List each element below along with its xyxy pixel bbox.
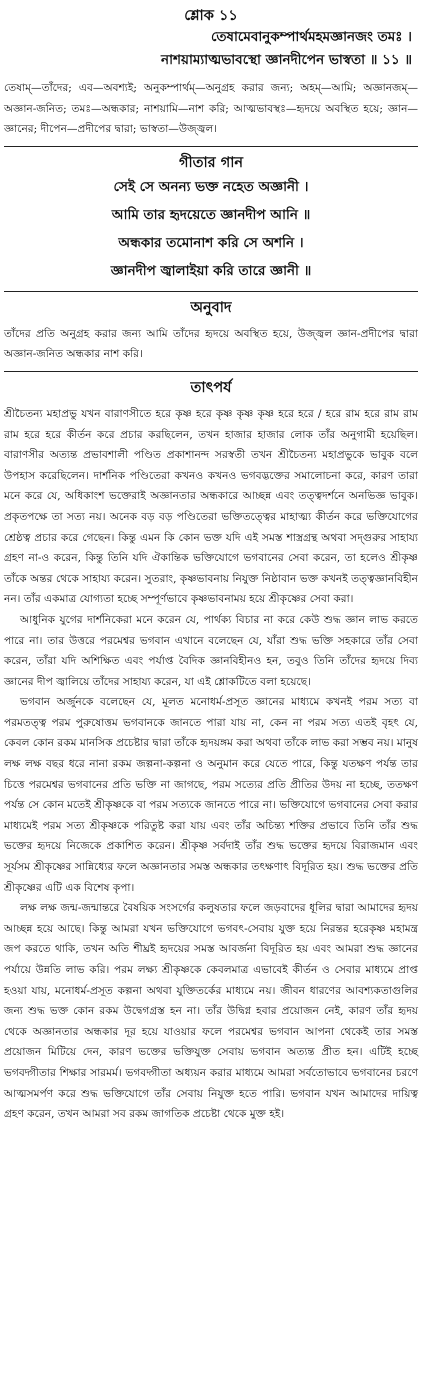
purport-heading: তাৎপর্য [190,378,232,396]
translation-text: তাঁদের প্রতি অনুগ্রহ করার জন্য আমি তাঁদের হৃদয়ে অবস্থিত হয়ে, উজ্জ্বল জ্ঞান-প্রদীপের দ্বারা অজ্ঞান-জনিত অন্ধকার নাশ করি। [4,327,418,361]
translation-heading: অনুবাদ [190,298,232,316]
gita-song-heading: গীতার গান [178,153,244,171]
song-line: আমি তার হৃদয়েতে জ্ঞানদীপ আনি ॥ [111,206,311,223]
song-line: অন্ধকার তমোনাশ করি সে অশনি । [118,234,304,251]
shloka-heading: শ্লোক ১১ [184,7,238,24]
synonyms-text: তেষাম্—তাঁদের; এব—অবশ্যই; অনুকম্পার্থম্—অনুগ্রহ করার জন্য; অহম্—আমি; অজ্ঞানজম্—অজ্ঞান-জনিত; তমঃ—অন্ধকার; নাশয়ামি—নাশ করি; আত্মভাবস্থঃ—হৃদয়ে অবস্থিত হয়ে; জ্ঞান—জ্ঞানের; দীপেন—প্রদীপের দ্বারা; ভাস্বতা—উজ্জ্বল। [4,82,418,136]
purport-paragraph: শ্রীচৈতন্য মহাপ্রভু যখন বারাণসীতে হরে কৃষ্ণ হরে কৃষ্ণ কৃষ্ণ কৃষ্ণ হরে হরে / হরে রাম হরে রাম রাম রাম হরে হরে কীর্তন করে প্রচার করছিলেন, তখন হাজার হাজার লোক তাঁর অনুগামী হয়েছিল। বারাণসীর অত্যন্ত প্রভাবশালী পণ্ডিত প্রকাশানন্দ সরস্বতী তখন শ্রীচৈতন্য মহাপ্রভুকে ভাবুক বলে উপহাস করেছিলেন। দার্শনিক পণ্ডিতেরা কখনও কখনও ভগবদ্ভক্তের সমালোচনা করে, কারণ তারা মনে করে যে, অধিকাংশ ভক্তেরাই অজ্ঞানতার অন্ধকারে আচ্ছন্ন এবং তত্ত্বদর্শনে অনভিজ্ঞ ভাবুক। প্রকৃতপক্ষে তা সত্য নয়। অনেক বড় বড় পণ্ডিতেরা ভক্তিতত্ত্বের মাহাত্ম্য কীর্তন করে ভক্তিযোগের শ্রেষ্ঠত্ব প্রচার করে গেছেন। কিন্তু এমন কি কোন ভক্ত যদি এই সমস্ত শাস্ত্রগ্রন্থ অথবা সদ্গুরুর সাহায্য গ্রহণ না-ও করেন, কিন্তু তিনি যদি ঐকান্তিক ভক্তিযোগে ভগবানের সেবা করেন, তা হলেও শ্রীকৃষ্ণ তাঁকে অন্তর থেকে সাহায্য করেন। সুতরাং, কৃষ্ণভাবনায় নিযুক্ত নিষ্ঠাবান ভক্ত কখনই তত্ত্বজ্ঞানবিহীন নন। তাঁর একমাত্র যোগ্যতা হচ্ছে সম্পূর্ণভাবে কৃষ্ণভাবনাময় হয়ে শ্রীকৃষ্ণের সেবা করা। [4,407,418,606]
song-line: সেই সে অনন্য ভক্ত নহেত অজ্ঞানী । [113,178,309,195]
purport-paragraph: আধুনিক যুগের দার্শনিকেরা মনে করেন যে, পার্থক্য বিচার না করে কেউ শুদ্ধ জ্ঞান লাভ করতে পারে না। তার উত্তরে পরমেশ্বর ভগবান এখানে বলেছেন যে, যাঁরা শুদ্ধ ভক্তি সহকারে তাঁর সেবা করেন, তাঁরা যদি অশিক্ষিত এবং পর্যাপ্ত বৈদিক জ্ঞানবিহীনও হন, তবুও তিনি তাঁদের হৃদয়ে দিব্য জ্ঞানের দীপ জ্বালিয়ে তাঁদের সাহায্য করেন, যা এই শ্লোকটিতে বলা হয়েছে। [4,613,418,688]
verse-line: নাশয়াম্যাত্মভাবস্থো জ্ঞানদীপেন ভাস্বতা ॥ ১১ ॥ [161,52,412,68]
verse-line: তেষামেবানুকম্পার্থমহমজ্ঞানজং তমঃ । [210,29,412,45]
purport-paragraph: ভগবান অর্জুনকে বলেছেন যে, মূলত মনোধর্ম-প্রসূত জ্ঞানের মাধ্যমে কখনই পরম সত্য বা পরমতত্ত্ব পরম পুরুষোত্তম ভগবানকে জানতে পারা যায় না, কেন না পরম সত্য এতই বৃহৎ যে, কেবল কোন রকম মানসিক প্রচেষ্টার দ্বারা তাঁকে হৃদয়ঙ্গম করা অথবা তাঁকে লাভ করা সম্ভব নয়। মানুষ লক্ষ লক্ষ বছর ধরে নানা রকম জল্পনা-কল্পনা ও অনুমান করে যেতে পারে, কিন্তু যতক্ষণ পর্যন্ত তার চিত্তে পরমেশ্বর ভগবানের প্রতি ভক্তি না জাগছে, পরম সত্যের প্রতি প্রীতির উদয় না হচ্ছে, ততক্ষণ পর্যন্ত সে কোন মতেই শ্রীকৃষ্ণকে বা পরম সত্যকে জানতে পারে না। ভক্তিযোগে ভগবানের সেবা করার মাধ্যমেই পরম সত্য শ্রীকৃষ্ণকে পরিতুষ্ট করা যায় এবং তাঁর অচিন্ত্য শক্তির প্রভাবে তিনি তাঁর শুদ্ধ ভক্তের হৃদয়ে নিজেকে প্রকাশিত করেন। শ্রীকৃষ্ণ সর্বদাই তাঁর শুদ্ধ ভক্তের হৃদয়ে বিরাজমান এবং সূর্যসম শ্রীকৃষ্ণের সান্নিধ্যের ফলে অজ্ঞানতার সমস্ত অন্ধকার তৎক্ষণাৎ বিদূরিত হয়। শুদ্ধ ভক্তের প্রতি শ্রীকৃষ্ণের এটি এক বিশেষ কৃপা। [4,696,419,894]
purport-paragraph: লক্ষ লক্ষ জন্ম-জন্মান্তরে বৈষয়িক সংসর্গের কলুষতার ফলে জড়বাদের ধূলির দ্বারা আমাদের হৃদয় আচ্ছন্ন হয়ে আছে। কিন্তু আমরা যখন ভক্তিযোগে ভগবৎ-সেবায় যুক্ত হয়ে নিরন্তর হরেকৃষ্ণ মহামন্ত্র জপ করতে থাকি, তখন অতি শীঘ্রই হৃদয়ের সমস্ত আবর্জনা বিদূরিত হয় এবং আমরা শুদ্ধ জ্ঞানের পর্যায়ে উন্নতি লাভ করি। পরম লক্ষ্য শ্রীকৃষ্ণকে কেবলমাত্র এভাবেই কীর্তন ও সেবার মাধ্যমে প্রাপ্ত হওয়া যায়, মনোধর্ম-প্রসূত কল্পনা অথবা যুক্তিতর্কের মাধ্যমে নয়। জীবন ধারণের আবশ্যকতাগুলির জন্য শুদ্ধ ভক্ত কোন রকম উদ্বেগগ্রস্ত হন না। তাঁর উদ্বিগ্ন হবার প্রয়োজন নেই, কারণ তাঁর হৃদয় থেকে অজ্ঞানতার অন্ধকার দূর হয়ে যাওয়ার ফলে পরমেশ্বর ভগবান আপনা থেকেই তার সমস্ত প্রয়োজন মিটিয়ে দেন, কারণ ভক্তের ভক্তিযুক্ত সেবায় ভগবান অত্যন্ত প্রীত হন। এটিই হচ্ছে ভগবদ্গীতার শিক্ষার সারমর্ম। ভগবদ্গীতা অধ্যয়ন করার মাধ্যমে আমরা সর্বতোভাবে ভগবানের চরণে আত্মসমর্পণ করে শুদ্ধ ভক্তিযোগে তাঁর সেবায় নিযুক্ত হতে পারি। ভগবান যখন আমাদের দায়িত্ব গ্রহণ করেন, তখন আমরা সব রকম জাগতিক প্রচেষ্টা থেকে মুক্ত হই। [4,902,418,1121]
song-line: জ্ঞানদীপ জ্বালাইয়া করি তারে জ্ঞানী ॥ [110,262,312,279]
